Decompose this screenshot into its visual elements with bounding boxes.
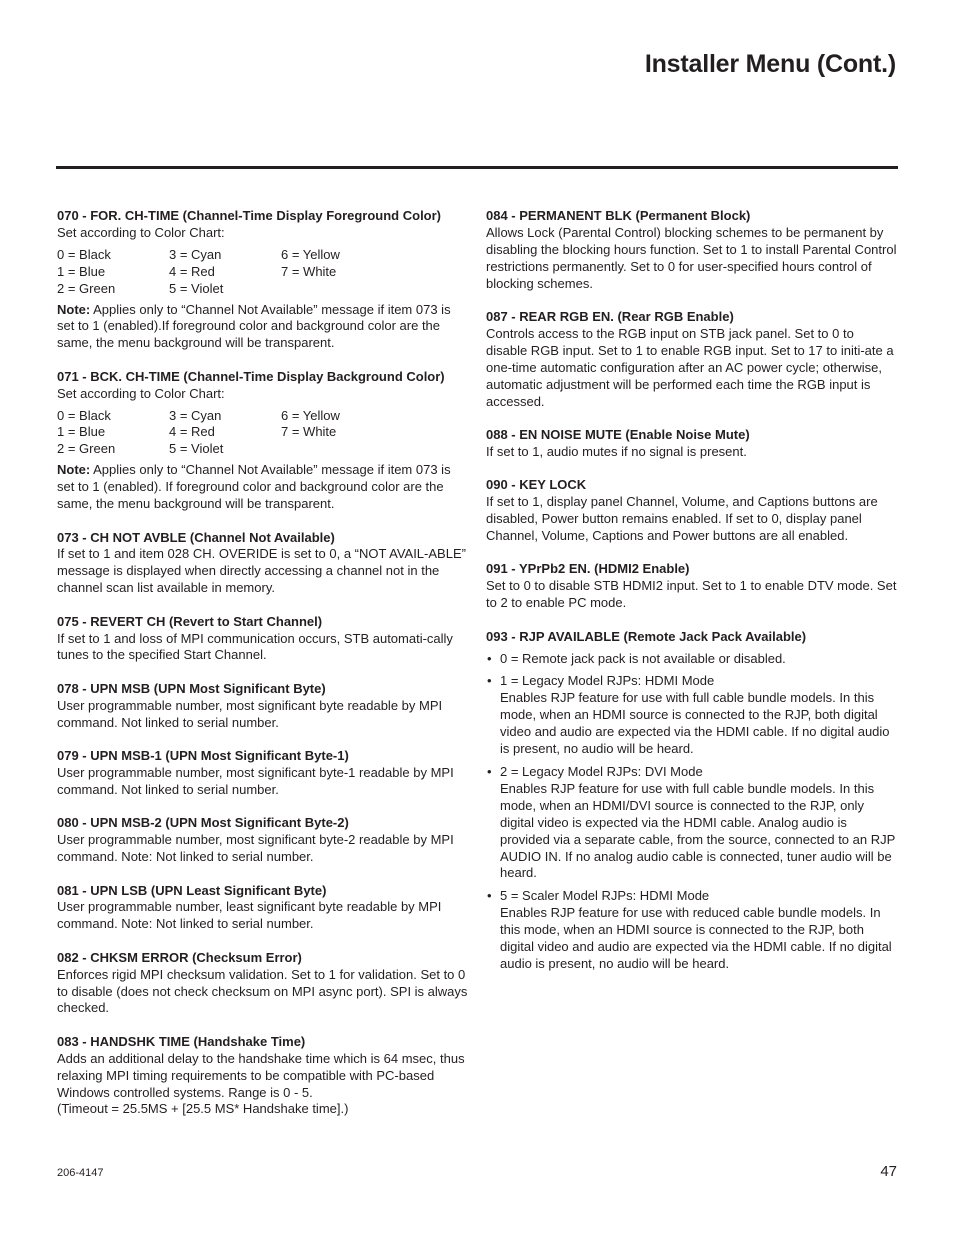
color-chart-cell: 5 = Violet (169, 280, 224, 296)
section-text: Set according to Color Chart: (57, 385, 225, 401)
section-heading: 087 - REAR RGB EN. (Rear RGB Enable) (486, 309, 734, 325)
color-chart-cell: 4 = Red (169, 424, 215, 440)
bullet-dot-icon: • (487, 673, 492, 689)
color-chart-cell: 7 = White (281, 263, 337, 279)
section-073 (57, 530, 471, 598)
header-rule (56, 166, 898, 169)
color-chart-cell: 3 = Cyan (169, 246, 222, 262)
document-code: 206-4147 (57, 1167, 104, 1179)
section-text: Controls access to the RGB input on STB jack panel. Set to 0 to disable RGB input. Set to 1 to enable RGB input. Set to 17 to initi-ate a one-time automatic configuration after an AC power cycle; otherwise, automatic adjustment will be performed each time the RGB input is accessed. (486, 325, 894, 409)
section-note (57, 462, 471, 513)
section-088 (486, 427, 898, 461)
section-078 (57, 681, 471, 732)
section-heading: 093 - RJP AVAILABLE (Remote Jack Pack Available) (486, 628, 807, 644)
section-079 (57, 748, 471, 799)
section-heading: 070 - FOR. CH-TIME (Channel-Time Display Foreground Color) (57, 208, 442, 223)
section-heading: 075 - REVERT CH (Revert to Start Channel) (57, 613, 323, 629)
section-note (57, 302, 471, 353)
list-item-title: 5 = Scaler Model RJPs: HDMI Mode (500, 888, 710, 904)
section-083 (57, 1034, 471, 1119)
section-text-timeout: (Timeout = 25.5MS + [25.5 MS* Handshake time].) (57, 1101, 349, 1117)
list-item-title: 2 = Legacy Model RJPs: DVI Mode (500, 763, 703, 779)
section-text: Set to 0 to disable STB HDMI2 input. Set to 1 to enable DTV mode. Set to 2 to enable PC mode. (486, 578, 897, 611)
color-chart-cell (281, 441, 393, 458)
color-chart-cell: 1 = Blue (57, 263, 106, 279)
color-chart-cell: 7 = White (281, 424, 337, 440)
left-column (57, 208, 471, 1135)
section-heading: 083 - HANDSHK TIME (Handshake Time) (57, 1033, 306, 1049)
bullet-dot-icon: • (487, 650, 492, 666)
section-070 (57, 208, 471, 352)
color-chart-cell: 1 = Blue (57, 424, 106, 440)
section-heading: 078 - UPN MSB (UPN Most Significant Byte) (57, 680, 326, 696)
section-091 (486, 561, 898, 612)
color-chart-cell (281, 281, 393, 298)
section-heading: 082 - CHKSM ERROR (Checksum Error) (57, 949, 302, 965)
rjp-options-list (486, 651, 898, 973)
section-text: If set to 1 and item 028 CH. OVERIDE is set to 0, a “NOT AVAIL-ABLE” message is displayed when directly accessing a channel not in the channel scan list available in memory. (57, 546, 466, 596)
color-chart-cell: 5 = Violet (169, 441, 224, 457)
list-item-body: Enables RJP feature for use with reduced cable bundle models. In this mode, when an HDMI source is connected to the RJP, both digital video and audio are expected via the HDMI cable. If no digital audio is present, no audio will be heard. (500, 905, 892, 971)
note-label: Note: (57, 462, 91, 478)
list-item (486, 651, 898, 668)
page-number: 47 (880, 1163, 897, 1180)
section-heading: 091 - YPrPb2 EN. (HDMI2 Enable) (486, 561, 690, 577)
list-item-body: Enables RJP feature for use with full cable bundle models. In this mode, when an HDMI source is connected to the RJP, both digital video and audio are expected via the HDMI cable. If no digital audio is present, no audio will be heard. (500, 690, 890, 757)
right-column (486, 208, 898, 989)
list-item (486, 673, 898, 758)
list-item-title: 0 = Remote jack pack is not available or disabled. (500, 650, 786, 666)
section-081 (57, 883, 471, 934)
section-093 (486, 629, 898, 973)
section-071 (57, 369, 471, 513)
section-075 (57, 614, 471, 665)
section-082 (57, 950, 471, 1018)
list-item (486, 888, 898, 973)
section-heading: 079 - UPN MSB-1 (UPN Most Significant Byte-1) (57, 748, 349, 764)
color-chart-cell: 2 = Green (57, 441, 116, 457)
section-heading: 073 - CH NOT AVBLE (Channel Not Available) (57, 529, 335, 545)
page-title: Installer Menu (Cont.) (644, 50, 896, 78)
section-text: If set to 1 and loss of MPI communication occurs, STB automati-cally tunes to the specified Start Channel. (57, 630, 453, 663)
section-text: User programmable number, least significant byte readable by MPI command. Note: Not linked to serial number. (57, 899, 442, 932)
note-label: Note: (57, 301, 91, 317)
note-text: Applies only to “Channel Not Available” message if item 073 is set to 1 (enabled).If foreground color and background color are the same, the menu background will be transparent. (57, 301, 451, 351)
bullet-dot-icon: • (487, 763, 492, 779)
section-text: If set to 1, display panel Channel, Volume, and Captions buttons are disabled, Power button remains enabled. If set to 0, display panel Channel, Volume, Captions and Power buttons are all enabled. (486, 494, 878, 543)
section-heading: 088 - EN NOISE MUTE (Enable Noise Mute) (486, 426, 750, 442)
section-text: User programmable number, most significant byte readable by MPI command. Not linked to serial number. (57, 697, 443, 730)
bullet-dot-icon: • (487, 888, 492, 904)
list-item-body: Enables RJP feature for use with full cable bundle models. In this mode, when an HDMI/DVI source is connected to the RJP, only digital video is expected via the HDMI cable. Analog audio is provided via a separate cable, from the source, connected to an RJP AUDIO IN. If no analog audio cable is connected, tuner audio will be heard. (500, 780, 896, 881)
section-text: User programmable number, most significant byte-2 readable by MPI command. Note: Not linked to serial number. (57, 832, 454, 865)
color-chart-cell: 2 = Green (57, 280, 116, 296)
section-080 (57, 815, 471, 866)
color-chart-cell: 3 = Cyan (169, 407, 222, 423)
section-text: User programmable number, most significant byte-1 readable by MPI command. Not linked to serial number. (57, 764, 454, 797)
section-heading: 090 - KEY LOCK (486, 477, 587, 493)
section-090 (486, 477, 898, 545)
color-chart-cell: 4 = Red (169, 263, 215, 279)
color-chart (57, 408, 471, 459)
color-chart-cell: 6 = Yellow (281, 407, 340, 423)
section-text: If set to 1, audio mutes if no signal is present. (486, 443, 747, 459)
section-heading: 071 - BCK. CH-TIME (Channel-Time Display Background Color) (57, 368, 445, 384)
list-item-title: 1 = Legacy Model RJPs: HDMI Mode (500, 673, 715, 689)
color-chart-cell: 6 = Yellow (281, 246, 340, 262)
section-heading: 080 - UPN MSB-2 (UPN Most Significant Byte-2) (57, 815, 349, 831)
note-text: Applies only to “Channel Not Available” message if item 073 is set to 1 (enabled). If foreground color and background color are the same, the menu background will be transparent. (57, 462, 451, 512)
section-text: Set according to Color Chart: (57, 224, 225, 240)
section-heading: 084 - PERMANENT BLK (Permanent Block) (486, 208, 751, 223)
color-chart-cell: 0 = Black (57, 246, 111, 262)
section-087 (486, 309, 898, 410)
list-item (486, 764, 898, 882)
section-heading: 081 - UPN LSB (UPN Least Significant Byte) (57, 882, 327, 898)
color-chart-cell: 0 = Black (57, 407, 111, 423)
section-084 (486, 208, 898, 293)
section-text: Adds an additional delay to the handshake time which is 64 msec, thus relaxing MPI timing requirements to be compatible with PC-based Windows controlled systems. Range is 0 - 5. (57, 1050, 465, 1100)
section-text: Allows Lock (Parental Control) blocking schemes to be permanent by disabling the blocking hours function. Set to 1 to install Parental Control restrictions permanently. Set to 0 for user-specified hours control of blocking schemes. (486, 224, 897, 291)
section-text: Enforces rigid MPI checksum validation. Set to 1 for validation. Set to 0 to disable (does not check checksum on MPI async port). SPI is always checked. (57, 966, 468, 1016)
color-chart (57, 247, 471, 298)
